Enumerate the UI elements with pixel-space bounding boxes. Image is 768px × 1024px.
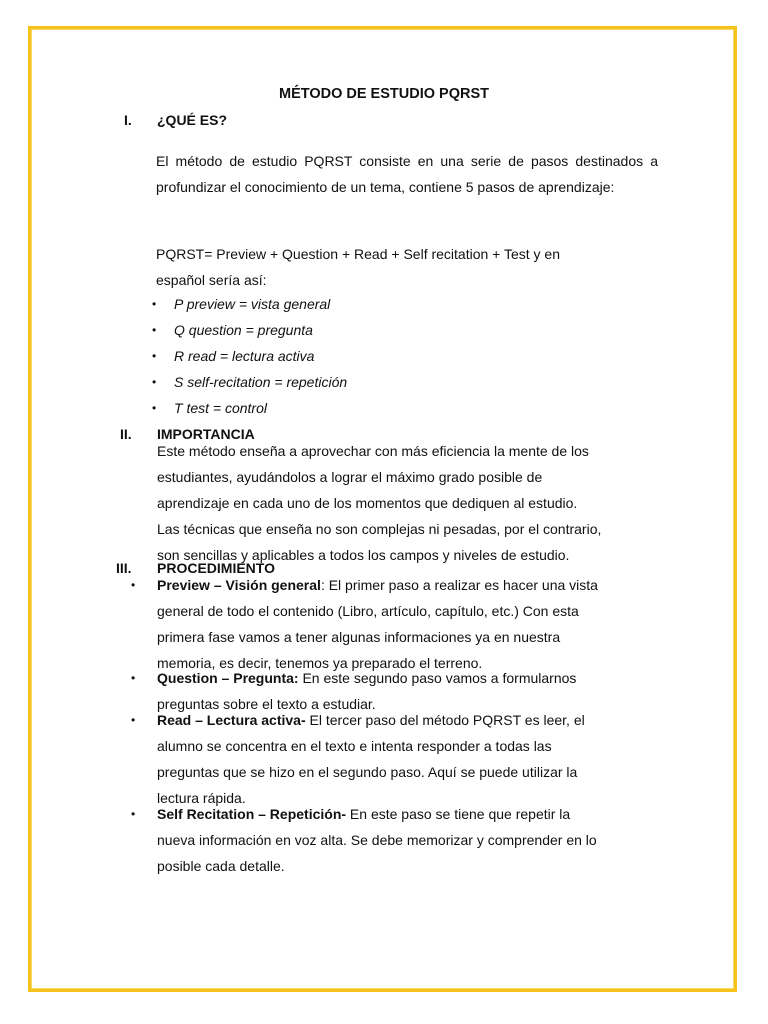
procedure-term: Question – Pregunta: (157, 670, 299, 686)
section-2-line: Este método enseña a aprovechar con más eficiencia la mente de los (157, 443, 589, 459)
pqrst-list-item: • R read = lectura activa (154, 343, 654, 369)
document-title: MÉTODO DE ESTUDIO PQRST (278, 86, 489, 102)
section-2-line: Las técnicas que enseña no son complejas ni pesadas, por el contrario, (157, 521, 602, 537)
procedure-term: Self Recitation – Repetición- (157, 806, 347, 822)
section-1-formula-line-2: español sería así: (156, 272, 267, 288)
procedure-line: lectura rápida. (157, 790, 246, 806)
procedure-line: preguntas que se hizo en el segundo paso. Aquí se puede utilizar la (157, 764, 578, 780)
section-1-heading: ¿QUÉ ES? (157, 112, 228, 128)
procedure-line: posible cada detalle. (157, 858, 285, 874)
procedure-line: El tercer paso del método PQRST es leer, el (305, 712, 585, 728)
procedure-line: preguntas sobre el texto a estudiar. (157, 696, 376, 712)
procedure-term: Read – Lectura activa- (157, 712, 306, 728)
procedure-line: En este paso se tiene que repetir la (346, 806, 571, 822)
procedure-sep: : (320, 577, 325, 593)
procedure-line: memoria, es decir, tenemos ya preparado el terreno. (157, 655, 483, 671)
pqrst-list-item: • T test = control (154, 395, 654, 421)
section-1-paragraph: El método de estudio PQRST consiste en una serie de pasos destinados a profundizar el conocimiento de un tema, contiene 5 pasos de aprendizaje: (156, 153, 658, 195)
procedure-line: El primer paso a realizar es hacer una vista (324, 577, 598, 593)
section-3-number: III. (116, 560, 132, 576)
procedure-item-self-recitation (131, 801, 677, 879)
pqrst-list-item: • Q question = pregunta (154, 317, 654, 343)
bullet-icon: • (131, 578, 136, 592)
procedure-line: alumno se concentra en el texto e intenta responder a todas las (157, 738, 552, 754)
pqrst-list-item: • P preview = vista general (154, 291, 654, 317)
procedure-item-preview (131, 572, 677, 676)
section-2-number: II. (120, 426, 132, 442)
section-2-heading: IMPORTANCIA (157, 426, 255, 442)
procedure-line: primera fase vamos a tener algunas informaciones ya en nuestra (157, 629, 561, 645)
procedure-line: En este segundo paso vamos a formularnos (298, 670, 577, 686)
section-3-heading: PROCEDIMIENTO (157, 560, 275, 576)
bullet-icon: • (131, 671, 136, 685)
section-2-body (157, 438, 667, 568)
pqrst-list (154, 291, 654, 421)
section-1-formula-line-1: PQRST= Preview + Question + Read + Self recitation + Test y en (156, 246, 561, 262)
section-2-line: estudiantes, ayudándolos a lograr el máximo grado posible de (157, 469, 543, 485)
procedure-item-read (131, 707, 677, 811)
procedure-line: nueva información en voz alta. Se debe memorizar y comprender en lo (157, 832, 597, 848)
section-1-number: I. (124, 112, 132, 128)
procedure-line: general de todo el contenido (Libro, artículo, capítulo, etc.) Con esta (157, 603, 579, 619)
pqrst-list-item: • S self-recitation = repetición (154, 369, 654, 395)
bullet-icon: • (131, 713, 136, 727)
section-2-line: son sencillas y aplicables a todos los campos y niveles de estudio. (157, 547, 570, 563)
section-2-line: aprendizaje en cada uno de los momentos que dediquen al estudio. (157, 495, 578, 511)
bullet-icon: • (131, 807, 136, 821)
procedure-term: Preview – Visión general (157, 577, 321, 593)
